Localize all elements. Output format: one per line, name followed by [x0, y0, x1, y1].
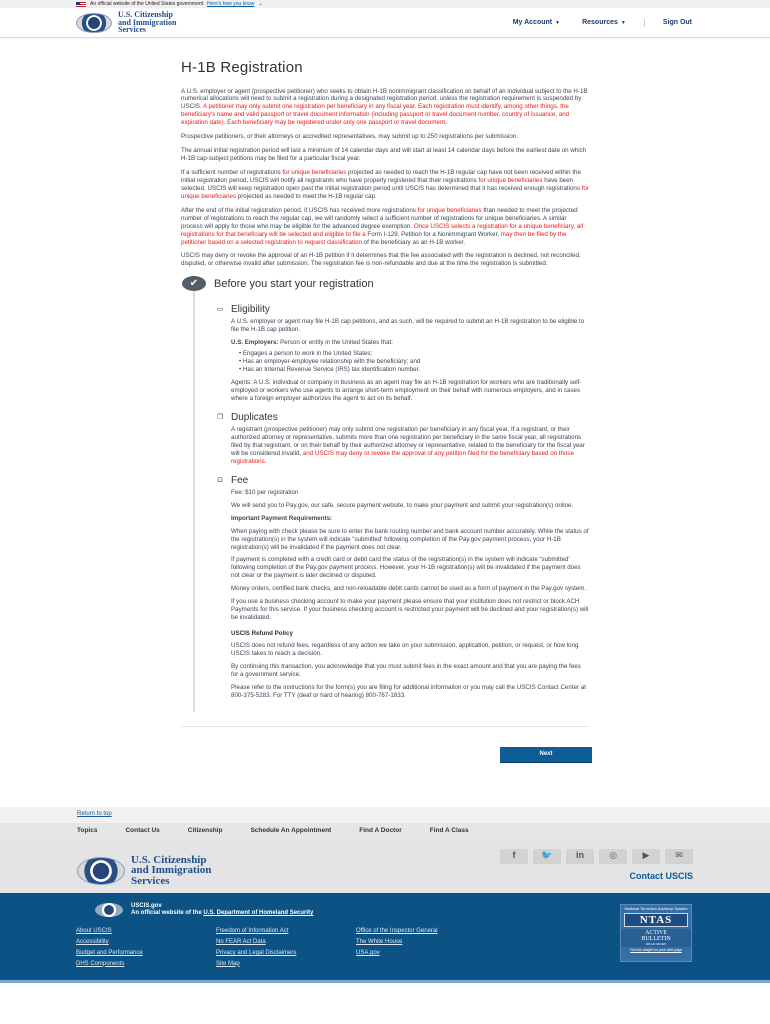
header-nav — [513, 18, 694, 27]
email-icon[interactable]: ✉ — [665, 849, 693, 864]
privacy-disclaimers-link[interactable]: Privacy and Legal Disclaimers — [216, 949, 297, 956]
employer-criteria-list — [239, 350, 589, 374]
copy-icon: ❐ — [216, 414, 224, 422]
fee-warning-paragraph: USCIS may deny or revoke the approval of an H-1B petition if it determines that the fee associated with the registration is declined, not reconciled, disputed, or otherwise invalid after submission. The registration fee is non-refundable and due at the time the registration is submitted. — [181, 252, 581, 268]
chevron-down-icon: ⌄ — [258, 0, 263, 7]
submission-limit-paragraph: Prospective petitioners, or their attorneys or accredited representatives, may submit up to 250 registrations per submission. — [181, 133, 519, 141]
ntas-widget[interactable]: National Terrorism Advisory System NTAS ACTIVE BULLETIN READ MORE Put this widget on your web page — [620, 904, 692, 962]
facebook-icon[interactable]: f — [500, 849, 528, 864]
site-header — [0, 8, 770, 38]
money-icon: ⊡ — [217, 476, 223, 484]
social-links — [500, 849, 693, 864]
youtube-icon[interactable]: ▶ — [632, 849, 660, 864]
money-orders-text: Money orders, certified bank checks, and non-reloadable debit cards cannot be used as a form of payment in the Pay.gov system. — [231, 585, 587, 593]
fee-section — [214, 474, 589, 700]
nav-divider — [644, 19, 645, 27]
footer-top — [0, 807, 770, 893]
id-card-icon: ▭ — [216, 306, 224, 314]
list-item: • Has an Internal Revenue Service (IRS) tax identification number. — [239, 366, 589, 374]
brand-name: U.S. Citizenship and Immigration Services — [118, 10, 177, 35]
official-website-text: An official website of the U.S. Department of Homeland Security — [131, 910, 314, 917]
how-you-know-link[interactable]: Here's how you know — [207, 0, 255, 7]
return-to-top-link[interactable]: Return to top — [77, 810, 112, 817]
duplicates-text: A registrant (prospective petitioner) may only submit one registration per beneficiary in any fiscal year. If a registrant, or their authorized attorney or representative, submits more than one registration per beneficiary in the same fiscal year, all registrations filed by that registrant, or on their behalf by their authorized attorney or representative, related to the beneficiary for the fiscal year will be considered invalid, and USCIS may deny or revoke the approval of any petition filed for the beneficiary based on those registrations. — [231, 426, 585, 465]
us-flag-icon — [76, 2, 86, 7]
paygov-text: We will send you to Pay.gov, our safe, secure payment website, to make your payment and submit your registration(s) online. — [231, 501, 574, 509]
dhs-link[interactable]: U.S. Department of Homeland Security — [203, 910, 314, 917]
registration-period-paragraph: The annual initial registration period will last a minimum of 14 calendar days and will start at least 14 calendar days before the earliest date on which H-1B cap-subject petitions may be filed for a particular fiscal year. — [181, 147, 587, 163]
twitter-icon[interactable]: 🐦 — [533, 849, 561, 864]
footer-bottom — [0, 893, 770, 983]
gov-banner-text: An official website of the United States government — [90, 0, 204, 7]
dhs-seal-icon — [95, 903, 123, 917]
contact-uscis-link[interactable]: Contact USCIS — [629, 870, 693, 881]
step-header — [182, 276, 589, 291]
employers-text: U.S. Employers: Person or entity in the United States that: — [231, 339, 393, 347]
footer-logo-link[interactable]: U.S. Citizenship and Immigration Services — [77, 849, 211, 893]
resources-menu[interactable]: Resources ▼ — [582, 18, 626, 26]
accessibility-link[interactable]: Accessibility — [76, 939, 109, 946]
ntas-widget-link[interactable]: Put this widget on your web page — [630, 948, 682, 953]
caret-down-icon: ▼ — [620, 19, 626, 26]
page-title: H-1B Registration — [181, 59, 303, 76]
list-item: • Engages a person to work in the United States; — [239, 350, 589, 358]
foia-link[interactable]: Freedom of Information Act — [216, 928, 289, 935]
business-checking-text: If you use a business checking account to make your payment please ensure that your institution does not restrict or block ACH Payments for this service. If your business checking account is restricted your payment will be declined and your registration(s) will be invalidated. — [231, 598, 589, 622]
ntas-bulletin: ACTIVE BULLETIN READ MORE — [621, 929, 691, 947]
gov-banner — [0, 0, 770, 8]
caret-down-icon: ▼ — [555, 19, 561, 26]
usa-gov-link[interactable]: USA.gov — [356, 949, 380, 956]
refund-text-1: USCIS does not refund fees, regardless of any action we take on your submission, application, petition, or request, or how long USCIS takes to reach a decision. — [231, 642, 579, 657]
white-house-link[interactable]: The White House — [356, 939, 403, 946]
refund-text-3: Please refer to the instructions for the form(s) you are filing for additional information or you may call the USCIS Contact Center at 800-375-5283. For TTY (deaf or hard of hearing) 800-767-1833. — [231, 683, 586, 699]
duplicates-title: Duplicates — [231, 412, 278, 424]
ntas-logo: NTAS — [624, 913, 688, 927]
sign-out-link[interactable]: Sign Out — [662, 18, 692, 26]
eligibility-section — [214, 303, 589, 403]
footer-nav — [0, 823, 770, 841]
check-circle-icon: ✔ — [182, 276, 206, 291]
linkedin-icon[interactable]: in — [566, 849, 594, 864]
footer-nav-find-doctor[interactable]: Find A Doctor — [359, 827, 402, 835]
next-button[interactable]: Next — [500, 747, 592, 763]
intro-paragraph: A U.S. employer or agent (prospective petitioner) who seeks to obtain H-1B nonimmigrant classification on behalf of an individual subject to the H-1B numerical allocations will need to submit a registration during a designated registration period, unless the registration requirement is suspended by USCIS. A petitioner may only submit one registration per beneficiary in any fiscal year. Each registration must identify, among other things, the beneficiary's name and valid passport or travel document information (including passport or travel document number, country of issuance, and expiration date). Each beneficiary may be registered under only one passport or travel document. — [181, 87, 588, 127]
footer-nav-topics[interactable]: Topics — [77, 827, 98, 835]
about-uscis-link[interactable]: About USCIS — [76, 928, 112, 935]
footer-brand — [0, 841, 770, 893]
step-title: Before you start your registration — [214, 277, 374, 290]
payment-requirements-heading: Important Payment Requirements: — [231, 514, 333, 522]
refund-policy-heading: USCIS Refund Policy — [231, 630, 293, 637]
inspector-general-link[interactable]: Office of the Inspector General — [356, 928, 438, 935]
my-account-menu[interactable]: My Account ▼ — [512, 18, 561, 26]
footer-links — [76, 928, 496, 968]
footer-nav-find-class[interactable]: Find A Class — [429, 827, 469, 835]
card-payment-text: If payment is completed with a credit card or debit card the status of the registration(s) in the system will indicate “submitted' following completion of the Pay.gov payment process. However, your H-1B registration(s) will be invalidated if the payment does not clear or the payment is later declined or disputed. — [231, 556, 581, 580]
eligibility-text: A U.S. employer or agent may file H-1B cap petitions, and as such, will be required to submit an H-1B registration to be eligible to file the H-1B cap petition. — [231, 318, 585, 334]
selection-paragraph: If a sufficient number of registrations for unique beneficiaries projected as needed to reach the H-1B regular cap have not been received within the initial registration period, USCIS will notify all registrants who have properly registered that their registrations for unique beneficiaries have been selected. USCIS will keep registration open past the initial registration period until USCIS has determined that it has received enough registrations for unique beneficiaries projected as needed to meet the H-1B regular cap. — [181, 169, 589, 200]
uscis-logo-link[interactable] — [76, 11, 176, 34]
duplicates-section — [214, 411, 589, 466]
refund-text-2: By continuing this transaction, you acknowledge that you must submit fees in the exact amount and that you are paying the fees for a government service. — [231, 662, 581, 678]
dhs-seal-icon — [76, 13, 112, 33]
site-map-link[interactable]: Site Map — [216, 960, 240, 967]
eligibility-title: Eligibility — [231, 304, 270, 316]
no-fear-act-link[interactable]: No FEAR Act Data — [216, 939, 266, 946]
footer-nav-citizenship[interactable]: Citizenship — [187, 827, 223, 835]
content-divider — [181, 726, 589, 727]
check-payment-text: When paying with check please be sure to enter the bank routing number and bank account number accurately. While the status of the registration(s) in the system will indicate “submitted' following completion of the Pay.gov payment process, your H-1B registration(s) will be invalidated if the payment does not clear. — [231, 527, 589, 551]
main-content — [181, 38, 589, 763]
fee-amount: Fee: $10 per registration — [231, 488, 299, 496]
instagram-icon[interactable]: ◎ — [599, 849, 627, 864]
dhs-seal-icon — [77, 857, 125, 885]
dhs-components-link[interactable]: DHS Components — [76, 960, 125, 967]
random-selection-paragraph: After the end of the initial registration period, if USCIS has received more registrations for unique beneficiaries than needed to meet the projected number of registrations to reach the regular cap, we will randomly select a sufficient number of registrations for unique beneficiaries. A similar process will apply for those who may be eligible for the advanced degree exemption. Once USCIS selects a registration for a unique beneficiary, all registrations for that beneficiary will be selected and eligible to file a Form I-129, Petition for a Nonimmigrant Worker, may then be filed by the petitioner based on a selected registration to request classification of the beneficiary as an H-1B worker. — [181, 206, 583, 246]
fee-title: Fee — [231, 474, 249, 486]
agents-text: Agents: A U.S. individual or company in business as an agent may file an H-1B registration for workers who are traditionally self-employed or workers who use agents to arrange short-term employment on their behalf with numerous employers, and in cases where a foreign employer authorizes the agent to act on its behalf. — [231, 379, 582, 403]
footer-nav-schedule-appointment[interactable]: Schedule An Appointment — [250, 827, 332, 835]
budget-performance-link[interactable]: Budget and Performance — [76, 949, 143, 956]
footer-nav-contact-us[interactable]: Contact Us — [125, 827, 160, 835]
list-item: • Has an employer-employee relationship with the beneficiary; and — [239, 358, 589, 366]
site-name: USCIS.gov — [131, 902, 162, 909]
step-timeline — [193, 291, 589, 711]
